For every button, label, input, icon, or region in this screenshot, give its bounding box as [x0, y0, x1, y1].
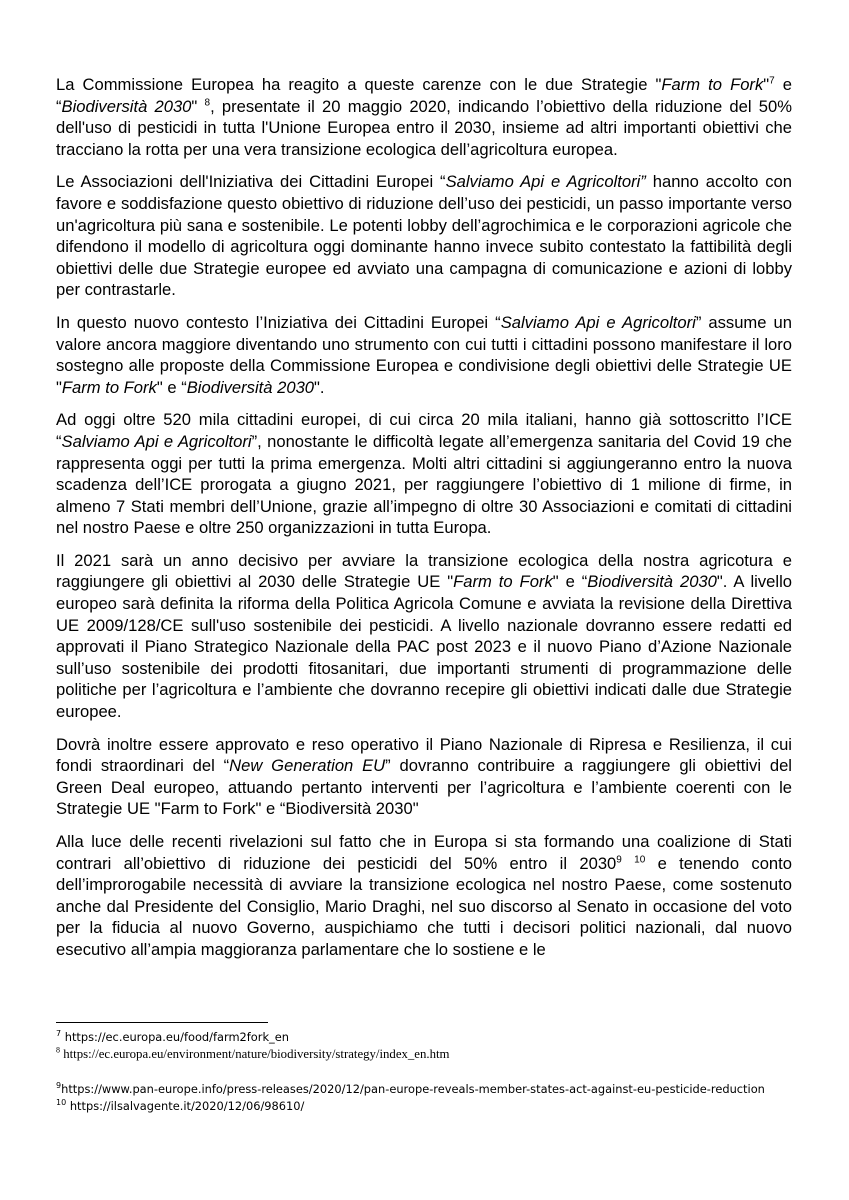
footnotes	[56, 1029, 792, 1115]
text-run: La Commissione Europea ha reagito a queste carenze con le due Strategie "	[56, 75, 662, 94]
text-run: , presentate il 20 maggio 2020, indicando l’obiettivo della riduzione del 50% dell'uso di pesticidi in tutta l'Unione Europea entro il 2030, insieme ad altri importanti obiettivi che tracciano la rotta per una vera transizione ecologica dell’agricoltura europea.	[56, 96, 792, 159]
text-run: ” dovranno contribuire a raggiungere gli obiettivi del Green Deal europeo, attuando pertanto interventi per l’agricoltura e l’ambiente coerenti con le Strategie UE "Farm to Fork" e “Biodiversità 2030"	[56, 756, 792, 819]
italic-run: Salviamo Api e Agricoltori	[61, 431, 252, 451]
text-run: e tenendo conto dell’improrogabile necessità di avviare la transizione ecologica nel nostro Paese, come sostenuto anche dal Presidente del Consiglio, Mario Draghi, nel suo discorso al Senato in occasione del voto per la fiducia al nuovo Governo, auspichiamo che tutti i decisori politici nazionali, dal nuovo esecutivo all’ampia maggioranza parlamentare che lo sostiene e le	[56, 853, 792, 959]
footnote-ref-8: 8	[204, 97, 211, 109]
italic-run: Salviamo Api e Agricoltori	[500, 312, 696, 332]
footnote-7	[56, 1029, 792, 1046]
text-run: " e “	[552, 572, 588, 592]
italic-run: Biodiversità 2030	[587, 572, 717, 592]
text-run: "	[763, 75, 770, 94]
text-run: " e “	[156, 377, 187, 397]
footnote-8	[56, 1046, 792, 1063]
footnote-link[interactable]: https://ec.europa.eu/food/farm2fork_en	[64, 1030, 289, 1044]
body-text	[56, 74, 792, 972]
footnote-number: 10	[56, 1098, 67, 1108]
footnote-ref-9: 9	[616, 854, 622, 866]
footnote-link[interactable]: https://www.pan-europe.info/press-releases/2020/12/pan-europe-reveals-member-states-act-against-eu-pesticide-reduction	[61, 1082, 765, 1096]
text-run: Alla luce delle recenti rivelazioni sul fatto che in Europa si sta formando una coalizione di Stati contrari all’obiettivo di riduzione dei pesticidi del 50% entro il 2030	[56, 832, 792, 873]
footnote-number: 8	[56, 1045, 60, 1055]
text-run: ” assume un valore ancora maggiore diventando uno strumento con cui tutti i cittadini possono manifestare il loro sostegno alle proposte della Commissione Europea e condivisione degli obiettivi delle Strategie UE "	[56, 312, 792, 397]
italic-run: Biodiversità 2030	[186, 377, 315, 397]
italic-run: Farm to Fork	[661, 75, 764, 94]
paragraph-4	[56, 409, 792, 539]
text-run: In questo nuovo contesto l’Iniziativa dei Cittadini Europei “	[56, 312, 501, 332]
text-run: Ad oggi oltre 520 mila cittadini europei, di cui circa 20 mila italiani, hanno già sottoscritto l’ICE “	[56, 410, 792, 451]
text-run: Le Associazioni dell'Iniziativa dei Cittadini Europei “	[56, 172, 446, 192]
italic-run: Salviamo Api e Agricoltori”	[445, 172, 646, 192]
text-run: ". A livello europeo sarà definita la riforma della Politica Agricola Comune e avviata la revisione della Direttiva UE 2009/128/CE sull'uso sostenibile dei pesticidi. A livello nazionale dovranno essere redatti ed approvati il Piano Strategico Nazionale della PAC post 2023 e il nuovo Piano d’Azione Nazionale sull’uso sostenibile dei prodotti fitosanitari, due importanti strumenti di programmazione delle politiche per l’agricoltura e l’ambiente che dovranno recepire gli obiettivi indicati dalle due Strategie europee.	[56, 572, 792, 722]
italic-run: Farm to Fork	[61, 377, 157, 397]
paragraph-1	[56, 74, 792, 160]
footnote-number: 9	[56, 1081, 62, 1091]
text-run: "	[191, 96, 205, 116]
text-run: Il 2021 sarà un anno decisivo per avviare la transizione ecologica della nostra agricotura e raggiungere gli obiettivi al 2030 delle Strategie UE "	[56, 550, 792, 592]
paragraph-2	[56, 171, 792, 301]
paragraph-3	[56, 312, 792, 398]
paragraph-5	[56, 550, 792, 723]
italic-run: Biodiversità 2030	[61, 96, 192, 116]
text-run: hanno accolto con favore e soddisfazione questo obiettivo di riduzione dell’uso dei pesticidi, un passo importante verso un'agricoltura più sana e sostenibile. Le potenti lobby dell’agrochimica e le corporazioni agricole che difendono il modello di agricoltura oggi dominante hanno invece subito contestato la fattibilità degli obiettivi delle due Strategie europee ed avviato una campagna di comunicazione e azioni di lobby per contrastarle.	[56, 172, 793, 300]
footnote-link[interactable]: https://ec.europa.eu/environment/nature/biodiversity/strategy/index_en.htm	[63, 1047, 450, 1061]
text-run: ".	[314, 377, 325, 397]
paragraph-7	[56, 831, 792, 961]
paragraph-6	[56, 734, 792, 820]
text-run: Dovrà inoltre essere approvato e reso operativo il Piano Nazionale di Ripresa e Resilienza, il cui fondi straordinari del “	[56, 734, 792, 776]
footnote-9	[56, 1081, 792, 1098]
footnote-number: 7	[56, 1029, 62, 1039]
footnote-ref-10: 10	[634, 854, 646, 866]
footnote-link[interactable]: https://ilsalvagente.it/2020/12/06/98610/	[69, 1099, 305, 1113]
footnote-ref-7: 7	[769, 75, 775, 87]
text-run: e “	[56, 75, 793, 116]
text-run: ”, nonostante le difficoltà legate all’emergenza sanitaria del Covid 19 che rappresenta oggi per tutti la prima emergenza. Molti altri cittadini si aggiungeranno entro la nuova scadenza dell’ICE prorogata a giugno 2021, per raggiungere l’obiettivo di 1 milione di firme, in almeno 7 Stati membri dell’Unione, grazie all’impegno di oltre 30 Associazioni e comitati di cittadini nel nostro Paese e oltre 250 organizzazioni in tutta Europa.	[56, 431, 792, 538]
italic-run: Farm to Fork	[453, 572, 553, 592]
footnote-separator	[56, 1022, 268, 1023]
footnote-10	[56, 1098, 792, 1115]
italic-run: New Generation EU	[229, 756, 386, 776]
